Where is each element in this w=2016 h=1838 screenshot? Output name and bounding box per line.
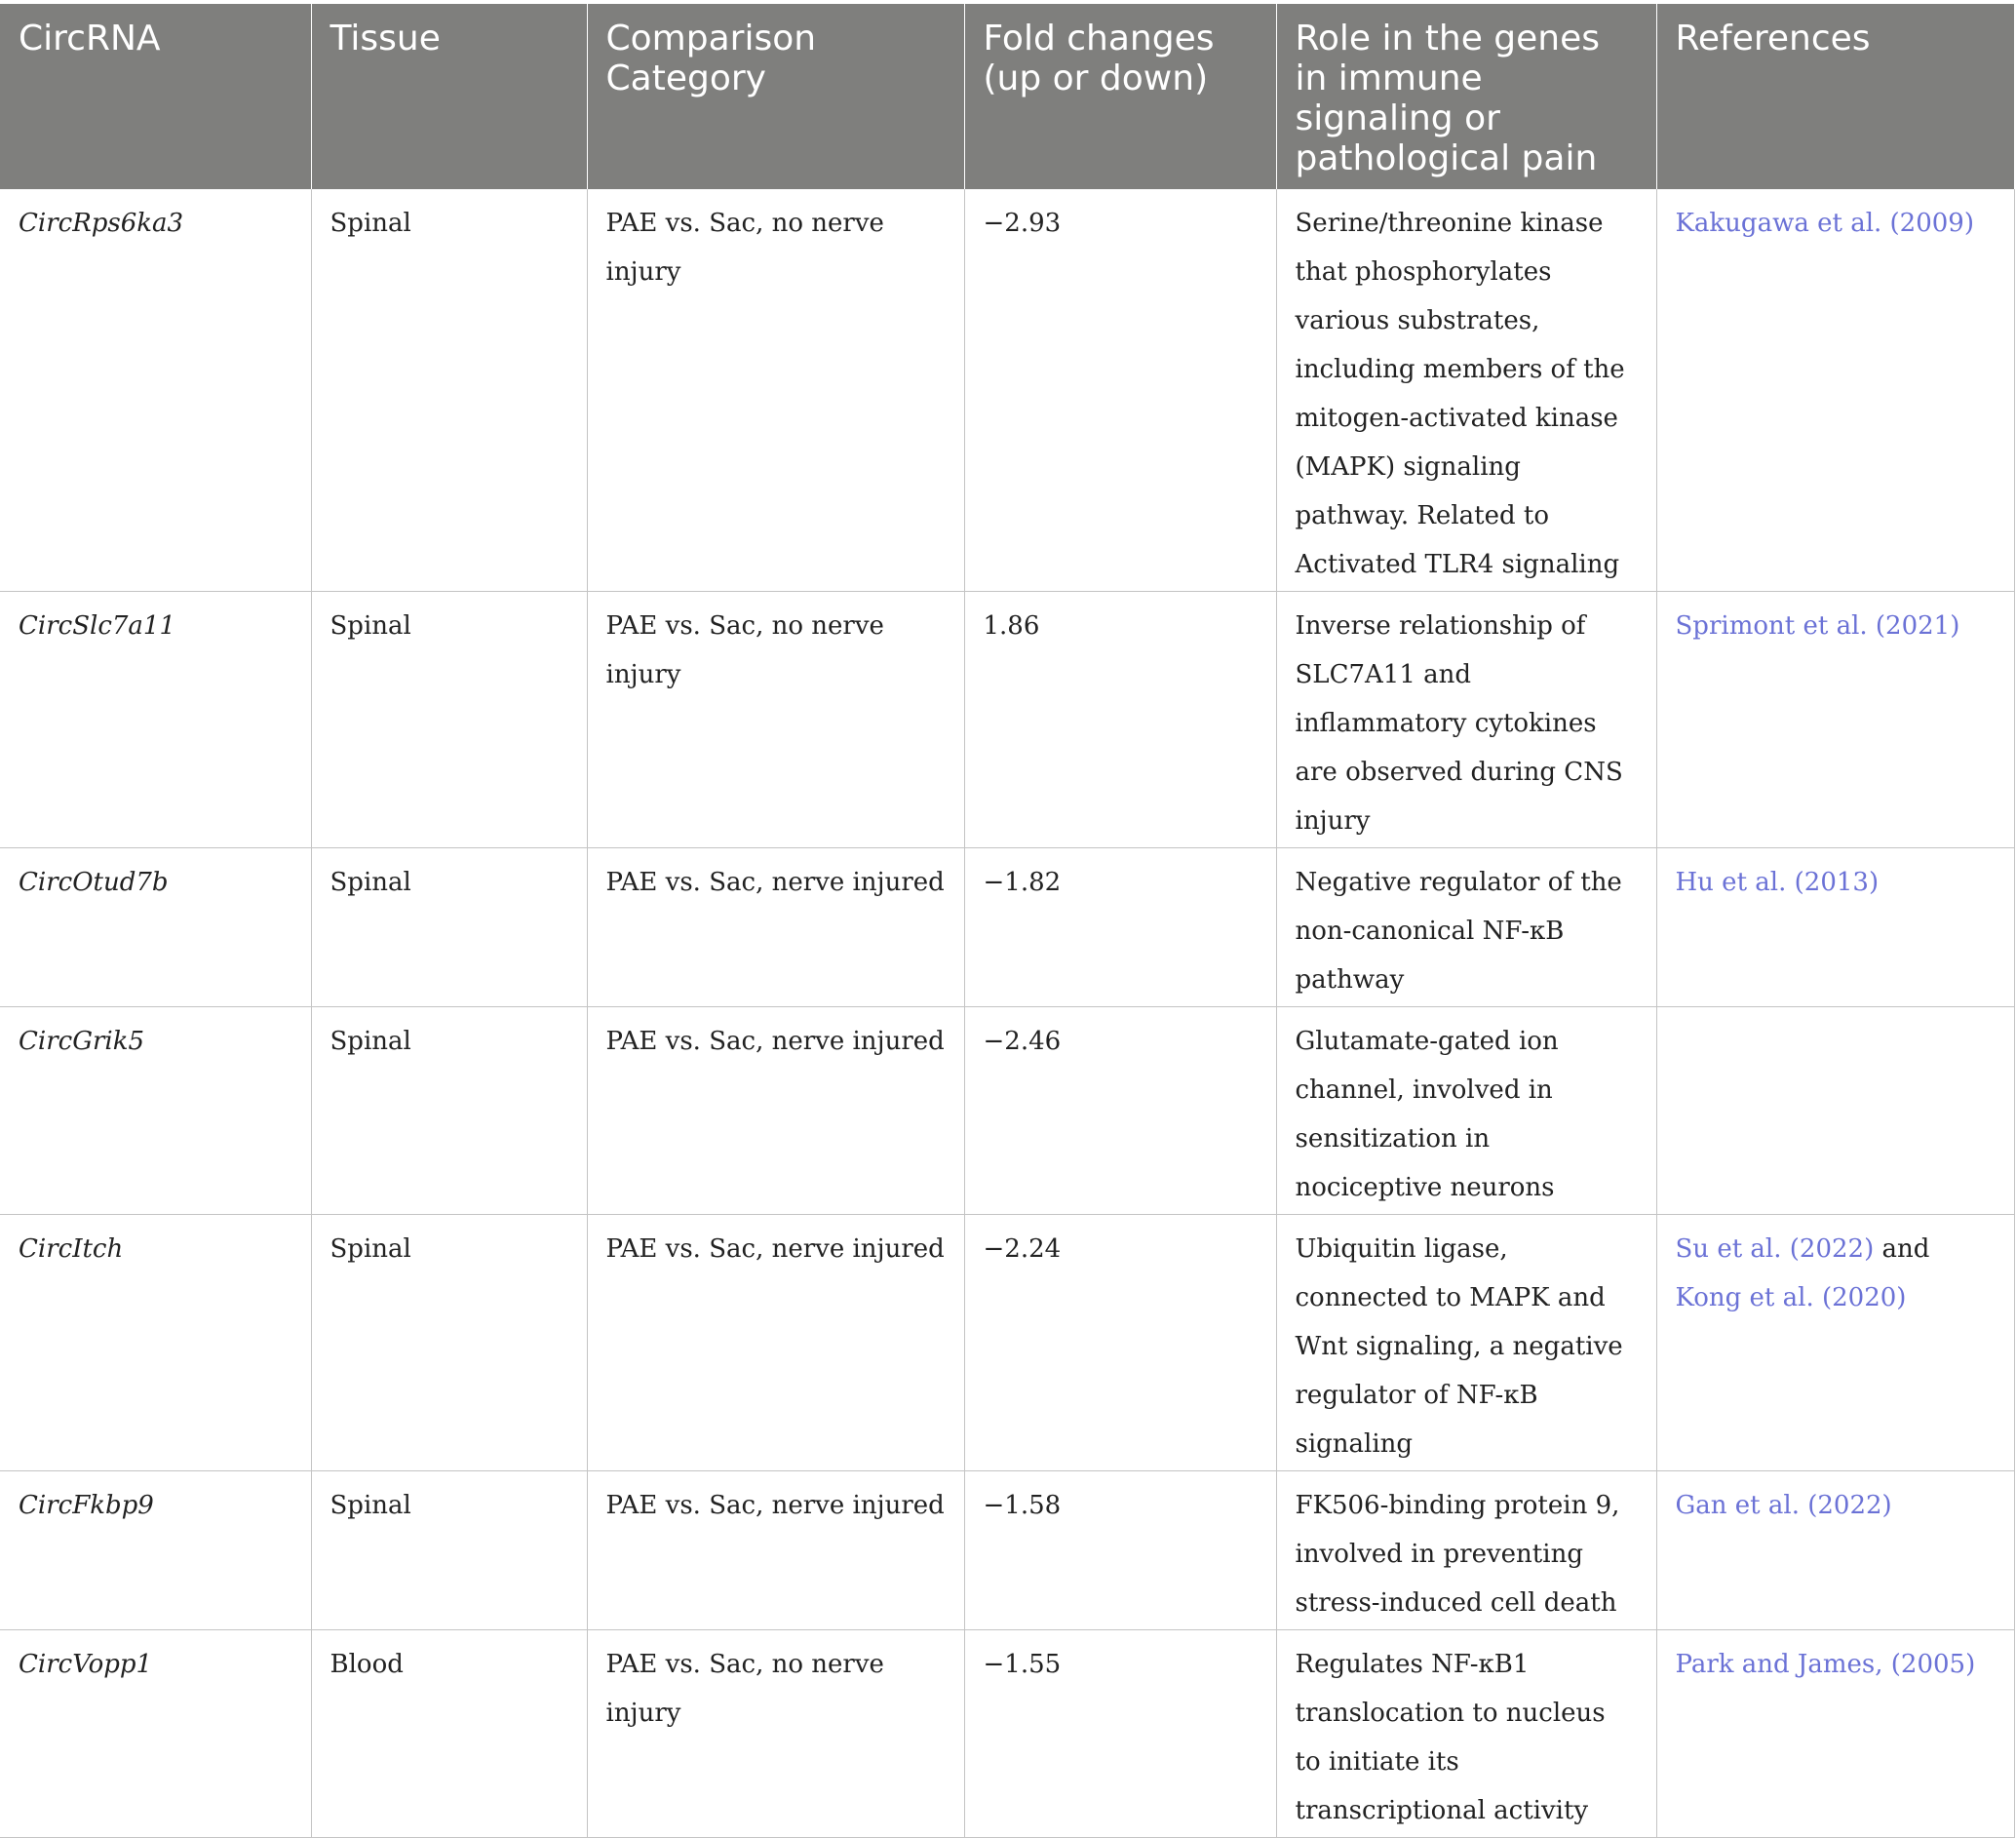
reference-link[interactable]: Hu et al. (2013)	[1675, 868, 1880, 897]
cell-comparison: PAE vs. Sac, no nerve injury	[587, 189, 964, 592]
cell-circrna: CircRps6ka3	[0, 189, 311, 592]
cell-tissue: Spinal	[311, 1471, 587, 1630]
cell-fold-change: −1.55	[964, 1630, 1276, 1838]
header-references: References	[1656, 4, 2014, 189]
table-row	[0, 1471, 2014, 1630]
cell-comparison: PAE vs. Sac, nerve injured	[587, 1007, 964, 1215]
table-row	[0, 1630, 2014, 1838]
cell-tissue: Spinal	[311, 848, 587, 1007]
header-circrna: CircRNA	[0, 4, 311, 189]
cell-comparison: PAE vs. Sac, nerve injured	[587, 848, 964, 1007]
table-row	[0, 848, 2014, 1007]
cell-references	[1656, 1471, 2014, 1630]
cell-fold-change: −2.93	[964, 189, 1276, 592]
cell-role: FK506-binding protein 9, involved in preventing stress-induced cell death	[1276, 1471, 1656, 1630]
cell-references	[1656, 592, 2014, 848]
cell-comparison: PAE vs. Sac, nerve injured	[587, 1471, 964, 1630]
cell-references	[1656, 848, 2014, 1007]
table-row	[0, 1215, 2014, 1471]
reference-link[interactable]: Gan et al. (2022)	[1675, 1491, 1892, 1520]
header-fold-changes: Fold changes (up or down)	[964, 4, 1276, 189]
cell-fold-change: −1.82	[964, 848, 1276, 1007]
table-row	[0, 592, 2014, 848]
table-row	[0, 1007, 2014, 1215]
cell-circrna: CircFkbp9	[0, 1471, 311, 1630]
cell-circrna: CircGrik5	[0, 1007, 311, 1215]
cell-role: Negative regulator of the non-canonical NF-κB pathway	[1276, 848, 1656, 1007]
cell-tissue: Spinal	[311, 1007, 587, 1215]
cell-role: Regulates NF-κB1 translocation to nucleus to initiate its transcriptional activity	[1276, 1630, 1656, 1838]
circrna-table	[0, 4, 2015, 1838]
reference-link[interactable]: Park and James, (2005)	[1675, 1650, 1976, 1679]
header-role: Role in the genes in immune signaling or pathological pain	[1276, 4, 1656, 189]
cell-comparison: PAE vs. Sac, nerve injured	[587, 1215, 964, 1471]
cell-references	[1656, 1007, 2014, 1215]
cell-circrna: CircVopp1	[0, 1630, 311, 1838]
cell-fold-change: −2.24	[964, 1215, 1276, 1471]
cell-tissue: Spinal	[311, 189, 587, 592]
cell-role: Serine/threonine kinase that phosphorylates various substrates, including members of the mitogen-activated kinase (MAPK) signaling pathway. Related to Activated TLR4 signaling	[1276, 189, 1656, 592]
cell-circrna: CircItch	[0, 1215, 311, 1471]
cell-circrna: CircOtud7b	[0, 848, 311, 1007]
reference-link[interactable]: Sprimont et al. (2021)	[1675, 611, 1960, 641]
cell-comparison: PAE vs. Sac, no nerve injury	[587, 592, 964, 848]
cell-fold-change: −2.46	[964, 1007, 1276, 1215]
cell-comparison: PAE vs. Sac, no nerve injury	[587, 1630, 964, 1838]
reference-link[interactable]: Kakugawa et al. (2009)	[1675, 209, 1974, 238]
cell-tissue: Spinal	[311, 1215, 587, 1471]
cell-tissue: Blood	[311, 1630, 587, 1838]
cell-role: Glutamate-gated ion channel, involved in sensitization in nociceptive neurons	[1276, 1007, 1656, 1215]
header-tissue: Tissue	[311, 4, 587, 189]
reference-link[interactable]: Kong et al. (2020)	[1675, 1283, 1907, 1312]
header-comparison-category: Comparison Category	[587, 4, 964, 189]
reference-conjunction: and	[1874, 1234, 1930, 1264]
cell-references	[1656, 1630, 2014, 1838]
cell-references	[1656, 1215, 2014, 1471]
cell-fold-change: −1.58	[964, 1471, 1276, 1630]
reference-link[interactable]: Su et al. (2022)	[1675, 1234, 1875, 1264]
cell-role: Ubiquitin ligase, connected to MAPK and Wnt signaling, a negative regulator of NF-κB signaling	[1276, 1215, 1656, 1471]
cell-circrna: CircSlc7a11	[0, 592, 311, 848]
cell-tissue: Spinal	[311, 592, 587, 848]
table-header-row	[0, 4, 2014, 189]
cell-references	[1656, 189, 2014, 592]
cell-role: Inverse relationship of SLC7A11 and inflammatory cytokines are observed during CNS injury	[1276, 592, 1656, 848]
table-row	[0, 189, 2014, 592]
cell-fold-change: 1.86	[964, 592, 1276, 848]
